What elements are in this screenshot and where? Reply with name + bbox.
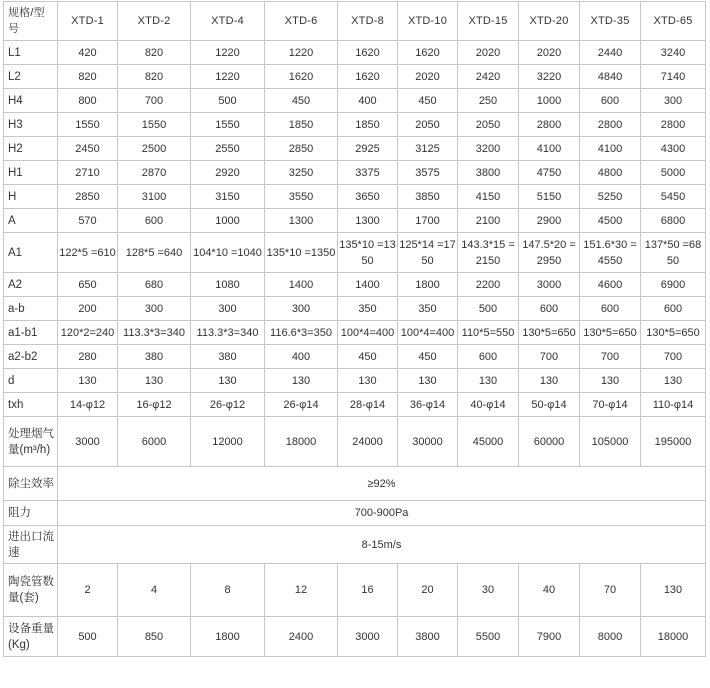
table-cell: 4300 [641, 137, 706, 161]
table-cell: 2800 [641, 113, 706, 137]
table-cell: 420 [58, 41, 118, 65]
table-cell: 1700 [398, 209, 458, 233]
table-cell: 2900 [519, 209, 580, 233]
table-cell: 2100 [458, 209, 519, 233]
table-row [4, 345, 706, 369]
merged-row [4, 526, 706, 564]
table-cell: 600 [118, 209, 191, 233]
table-cell: 2925 [338, 137, 398, 161]
table-cell: 3000 [519, 273, 580, 297]
table-cell: 1400 [338, 273, 398, 297]
table-cell: 3125 [398, 137, 458, 161]
table-cell: 400 [338, 89, 398, 113]
row-label: H1 [4, 161, 58, 185]
table-cell: 7140 [641, 65, 706, 89]
table-cell: 1400 [265, 273, 338, 297]
table-row [4, 185, 706, 209]
table-cell: 4800 [580, 161, 641, 185]
table-cell: 2500 [118, 137, 191, 161]
table-cell: 450 [265, 89, 338, 113]
model-header: XTD-65 [641, 2, 706, 41]
table-cell: 70-φ14 [580, 393, 641, 417]
table-cell: 100*4=400 [338, 321, 398, 345]
table-cell: 5500 [458, 617, 519, 657]
table-cell: 600 [519, 297, 580, 321]
table-cell: 820 [58, 65, 118, 89]
table-cell: 100*4=400 [398, 321, 458, 345]
table-cell: 4150 [458, 185, 519, 209]
table-cell: 300 [265, 297, 338, 321]
merged-row [4, 467, 706, 501]
row-label: a2-b2 [4, 345, 58, 369]
table-cell: 300 [191, 297, 265, 321]
table-cell: 1800 [191, 617, 265, 657]
table-cell: 2420 [458, 65, 519, 89]
table-row [4, 65, 706, 89]
table-cell: 820 [118, 65, 191, 89]
table-cell: 680 [118, 273, 191, 297]
table-cell: 3000 [58, 417, 118, 467]
table-cell: 4100 [519, 137, 580, 161]
table-cell: 3200 [458, 137, 519, 161]
table-cell: 130*5=650 [519, 321, 580, 345]
merged-row [4, 501, 706, 526]
table-cell: 350 [338, 297, 398, 321]
table-cell: 3250 [265, 161, 338, 185]
table-cell: 4840 [580, 65, 641, 89]
table-cell: 2020 [519, 41, 580, 65]
table-cell: 30 [458, 564, 519, 617]
table-cell: 280 [58, 345, 118, 369]
table-cell: 3220 [519, 65, 580, 89]
table-cell: 1220 [191, 41, 265, 65]
table-cell: 3800 [458, 161, 519, 185]
table-cell: 143.3*15 =2150 [458, 233, 519, 273]
table-cell: 3240 [641, 41, 706, 65]
table-cell: 130 [580, 369, 641, 393]
table-cell: 122*5 =610 [58, 233, 118, 273]
table-cell: 45000 [458, 417, 519, 467]
table-cell: 2450 [58, 137, 118, 161]
table-cell: 26-φ12 [191, 393, 265, 417]
table-cell: 1620 [265, 65, 338, 89]
table-row [4, 41, 706, 65]
table-cell: 4 [118, 564, 191, 617]
model-header: XTD-8 [338, 2, 398, 41]
table-cell: 2020 [398, 65, 458, 89]
table-cell: 147.5*20 =2950 [519, 233, 580, 273]
table-cell: 380 [191, 345, 265, 369]
table-cell: 7900 [519, 617, 580, 657]
table-cell: 3650 [338, 185, 398, 209]
table-cell: 130 [458, 369, 519, 393]
table-cell: 110-φ14 [641, 393, 706, 417]
table-cell: 8000 [580, 617, 641, 657]
row-label: 进出口流速 [4, 526, 58, 564]
table-cell: 6800 [641, 209, 706, 233]
table-cell: 137*50 =6850 [641, 233, 706, 273]
table-cell: 450 [338, 345, 398, 369]
table-row [4, 369, 706, 393]
table-cell: 3150 [191, 185, 265, 209]
table-row [4, 321, 706, 345]
merged-cell: 700-900Pa [58, 501, 706, 526]
table-cell: 130 [118, 369, 191, 393]
table-cell: 250 [458, 89, 519, 113]
model-header: XTD-1 [58, 2, 118, 41]
table-cell: 36-φ14 [398, 393, 458, 417]
table-cell: 2850 [265, 137, 338, 161]
table-cell: 3100 [118, 185, 191, 209]
table-cell: 113.3*3=340 [118, 321, 191, 345]
model-header: XTD-10 [398, 2, 458, 41]
table-cell: 4750 [519, 161, 580, 185]
table-cell: 195000 [641, 417, 706, 467]
table-cell: 6900 [641, 273, 706, 297]
table-cell: 6000 [118, 417, 191, 467]
table-cell: 2050 [458, 113, 519, 137]
table-cell: 1550 [118, 113, 191, 137]
merged-cell: ≥92% [58, 467, 706, 501]
table-cell: 500 [191, 89, 265, 113]
row-label: d [4, 369, 58, 393]
table-cell: 128*5 =640 [118, 233, 191, 273]
table-cell: 2800 [580, 113, 641, 137]
table-cell: 116.6*3=350 [265, 321, 338, 345]
table-cell: 700 [118, 89, 191, 113]
table-row [4, 297, 706, 321]
table-row [4, 113, 706, 137]
table-cell: 135*10 =1350 [338, 233, 398, 273]
table-cell: 130 [519, 369, 580, 393]
table-cell: 16-φ12 [118, 393, 191, 417]
table-cell: 700 [580, 345, 641, 369]
table-cell: 113.3*3=340 [191, 321, 265, 345]
table-cell: 14-φ12 [58, 393, 118, 417]
table-cell: 151.6*30 =4550 [580, 233, 641, 273]
table-cell: 130 [398, 369, 458, 393]
table-cell: 570 [58, 209, 118, 233]
table-cell: 18000 [265, 417, 338, 467]
model-header: XTD-20 [519, 2, 580, 41]
row-label: 阻力 [4, 501, 58, 526]
table-cell: 1800 [398, 273, 458, 297]
table-cell: 16 [338, 564, 398, 617]
table-cell: 800 [58, 89, 118, 113]
table-cell: 500 [458, 297, 519, 321]
table-cell: 2 [58, 564, 118, 617]
table-cell: 4100 [580, 137, 641, 161]
table-cell: 18000 [641, 617, 706, 657]
table-cell: 12 [265, 564, 338, 617]
table-cell: 50-φ14 [519, 393, 580, 417]
table-cell: 130 [191, 369, 265, 393]
row-label: 处理烟气量(m³/h) [4, 417, 58, 467]
table-cell: 600 [580, 89, 641, 113]
table-cell: 400 [265, 345, 338, 369]
table-cell: 1620 [338, 41, 398, 65]
table-cell: 2400 [265, 617, 338, 657]
table-cell: 200 [58, 297, 118, 321]
table-cell: 5250 [580, 185, 641, 209]
model-header: XTD-35 [580, 2, 641, 41]
row-label: H4 [4, 89, 58, 113]
table-cell: 380 [118, 345, 191, 369]
row-label: a-b [4, 297, 58, 321]
table-cell: 2850 [58, 185, 118, 209]
row-label: txh [4, 393, 58, 417]
table-cell: 40-φ14 [458, 393, 519, 417]
table-row [4, 137, 706, 161]
table-cell: 20 [398, 564, 458, 617]
table-cell: 1550 [191, 113, 265, 137]
corner-header: 规格/型号 [4, 2, 58, 41]
row-label: H2 [4, 137, 58, 161]
table-cell: 2050 [398, 113, 458, 137]
table-cell: 2440 [580, 41, 641, 65]
table-cell: 4600 [580, 273, 641, 297]
table-cell: 24000 [338, 417, 398, 467]
table-cell: 130*5=650 [641, 321, 706, 345]
table-cell: 130 [641, 369, 706, 393]
table-cell: 2710 [58, 161, 118, 185]
table-row [4, 161, 706, 185]
model-header: XTD-15 [458, 2, 519, 41]
table-cell: 130 [641, 564, 706, 617]
table-cell: 1080 [191, 273, 265, 297]
row-label: A2 [4, 273, 58, 297]
table-cell: 2920 [191, 161, 265, 185]
spec-table-body [4, 2, 706, 657]
table-cell: 850 [118, 617, 191, 657]
table-cell: 3850 [398, 185, 458, 209]
table-cell: 1220 [191, 65, 265, 89]
table-cell: 4500 [580, 209, 641, 233]
table-cell: 12000 [191, 417, 265, 467]
table-row [4, 209, 706, 233]
table-cell: 1300 [265, 209, 338, 233]
table-cell: 105000 [580, 417, 641, 467]
table-cell: 3575 [398, 161, 458, 185]
table-cell: 120*2=240 [58, 321, 118, 345]
table-cell: 70 [580, 564, 641, 617]
table-cell: 820 [118, 41, 191, 65]
model-header: XTD-2 [118, 2, 191, 41]
model-header: XTD-4 [191, 2, 265, 41]
merged-cell: 8-15m/s [58, 526, 706, 564]
row-label: H3 [4, 113, 58, 137]
table-cell: 3550 [265, 185, 338, 209]
table-cell: 1850 [265, 113, 338, 137]
row-label: H [4, 185, 58, 209]
table-cell: 5150 [519, 185, 580, 209]
table-cell: 28-φ14 [338, 393, 398, 417]
table-cell: 600 [641, 297, 706, 321]
table-cell: 125*14 =1750 [398, 233, 458, 273]
table-cell: 2020 [458, 41, 519, 65]
table-cell: 650 [58, 273, 118, 297]
table-cell: 700 [519, 345, 580, 369]
table-cell: 300 [641, 89, 706, 113]
header-row [4, 2, 706, 41]
table-row [4, 564, 706, 617]
row-label: a1-b1 [4, 321, 58, 345]
row-label: L1 [4, 41, 58, 65]
table-row [4, 417, 706, 467]
table-cell: 600 [458, 345, 519, 369]
row-label: 除尘效率 [4, 467, 58, 501]
table-cell: 450 [398, 345, 458, 369]
row-label: 陶瓷管数量(套) [4, 564, 58, 617]
table-cell: 2800 [519, 113, 580, 137]
table-cell: 1000 [191, 209, 265, 233]
table-row [4, 393, 706, 417]
table-row [4, 273, 706, 297]
table-cell: 135*10 =1350 [265, 233, 338, 273]
table-cell: 130 [338, 369, 398, 393]
table-cell: 3800 [398, 617, 458, 657]
table-cell: 1000 [519, 89, 580, 113]
table-cell: 130 [58, 369, 118, 393]
table-row [4, 233, 706, 273]
table-cell: 350 [398, 297, 458, 321]
table-cell: 30000 [398, 417, 458, 467]
table-cell: 5450 [641, 185, 706, 209]
row-label: A1 [4, 233, 58, 273]
table-cell: 130 [265, 369, 338, 393]
spec-table [3, 1, 706, 657]
table-cell: 26-φ14 [265, 393, 338, 417]
table-cell: 700 [641, 345, 706, 369]
table-cell: 500 [58, 617, 118, 657]
table-cell: 2200 [458, 273, 519, 297]
table-cell: 2870 [118, 161, 191, 185]
table-cell: 3375 [338, 161, 398, 185]
table-cell: 104*10 =1040 [191, 233, 265, 273]
row-label: 设备重量(Kg) [4, 617, 58, 657]
table-cell: 40 [519, 564, 580, 617]
row-label: A [4, 209, 58, 233]
table-cell: 130*5=650 [580, 321, 641, 345]
table-cell: 1300 [338, 209, 398, 233]
table-cell: 1620 [398, 41, 458, 65]
table-cell: 5000 [641, 161, 706, 185]
table-row [4, 617, 706, 657]
table-cell: 60000 [519, 417, 580, 467]
table-cell: 1220 [265, 41, 338, 65]
table-cell: 2550 [191, 137, 265, 161]
table-cell: 8 [191, 564, 265, 617]
table-cell: 300 [118, 297, 191, 321]
table-row [4, 89, 706, 113]
table-cell: 1550 [58, 113, 118, 137]
table-cell: 1850 [338, 113, 398, 137]
table-cell: 3000 [338, 617, 398, 657]
table-cell: 600 [580, 297, 641, 321]
model-header: XTD-6 [265, 2, 338, 41]
table-cell: 450 [398, 89, 458, 113]
row-label: L2 [4, 65, 58, 89]
table-cell: 110*5=550 [458, 321, 519, 345]
table-cell: 1620 [338, 65, 398, 89]
